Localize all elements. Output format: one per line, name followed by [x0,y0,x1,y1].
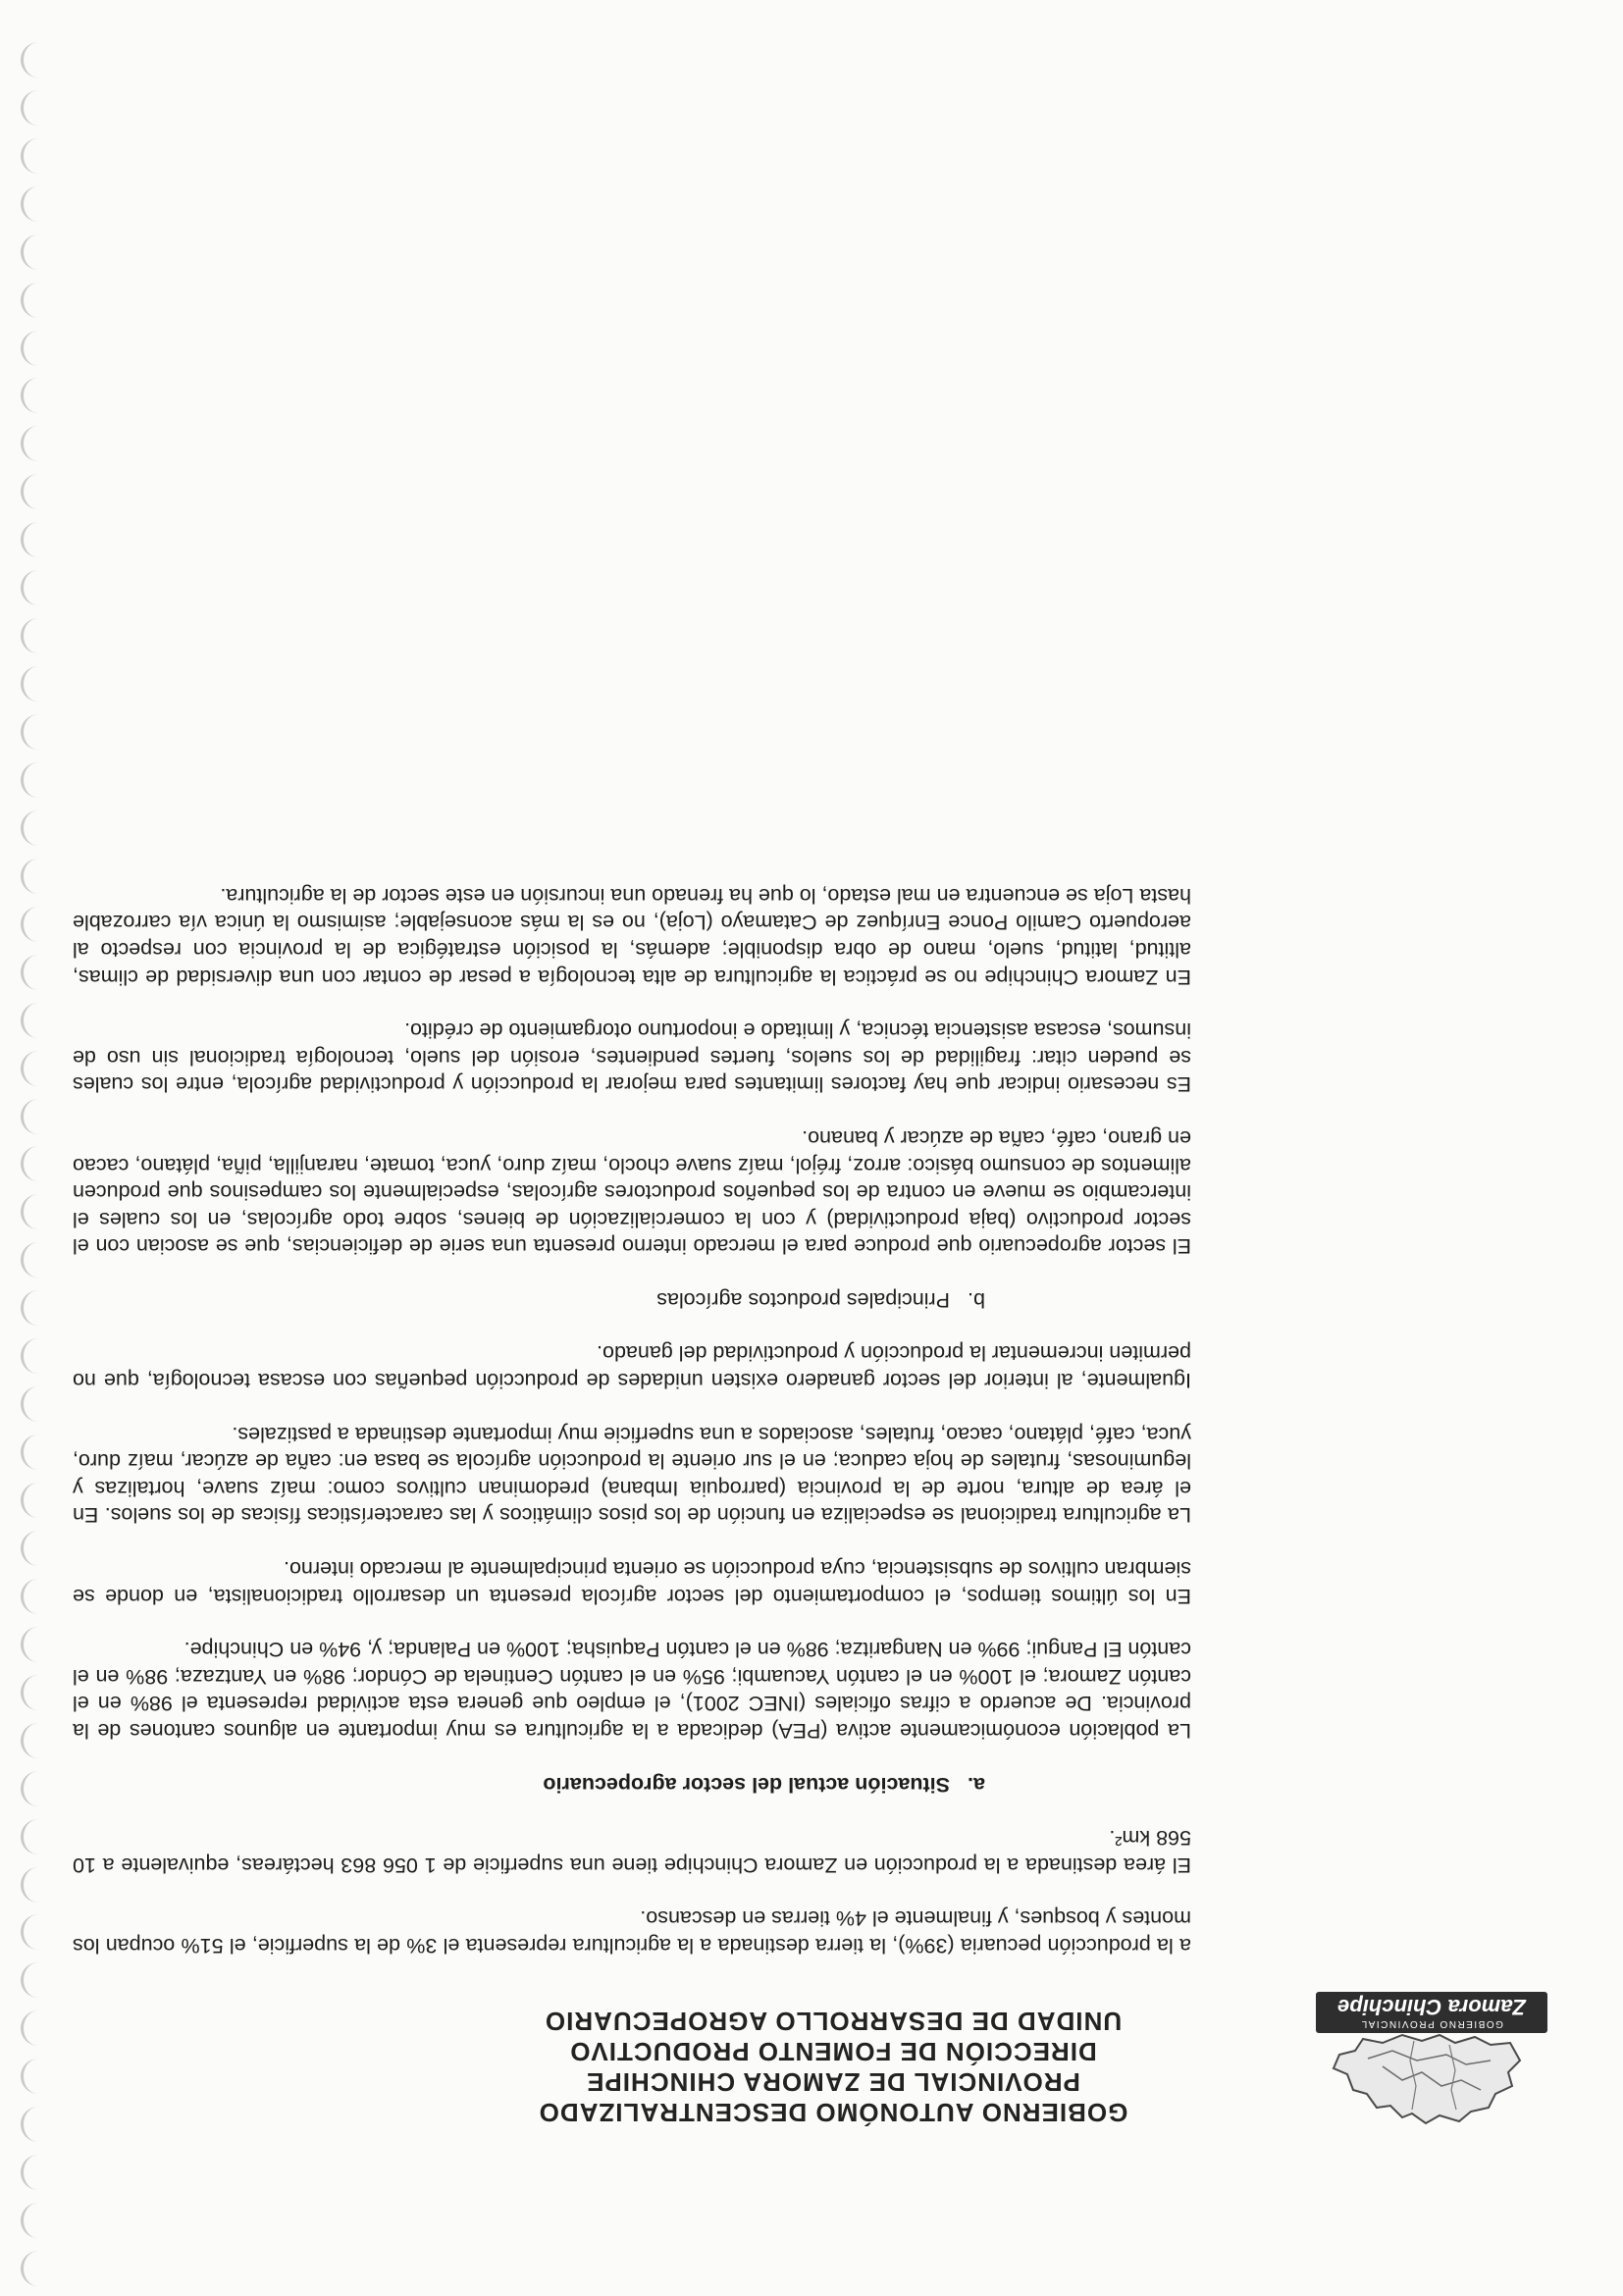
binder-hole [21,138,45,174]
binder-hole [21,907,45,942]
binder-hole [21,522,45,557]
letterhead-line: GOBIERNO AUTONÓMO DESCENTRALIZADO [538,2098,1128,2127]
body-paragraph: El sector agropecuario que produce para el mercado interno presenta una serie de deficiencias, que se asocian con el sector productivo (baja productividad) y con la comercialización de bienes, sobre todo agrícolas, en los cuales el intercambio se mueve en contra de los pequeños productores agrícolas, especialmente los campesinos que producen alimentos de consumo básico: arroz, fréjol, maíz suave choclo, maíz duro, yuca, tomate, naranjilla, piña, plátano, cacao en grano, café, caña de azúcar y banano. [73,1125,1191,1259]
binder-hole [21,714,45,750]
letterhead-line: UNIDAD DE DESARROLLO AGROPECUARIO [544,2007,1123,2036]
binder-hole [21,2251,45,2286]
section-b-heading [73,1285,1191,1313]
body-paragraph: a la producción pecuaria (39%), la tierra destinada a la agricultura representa el 3% de la superficie, el 51% ocupan los montes y bosques, y finalmente el 4% tierras en descanso. [73,1906,1191,1957]
binder-hole [21,1194,45,1229]
body-paragraph: Igualmente, al interior del sector ganadero existen unidades de producción pequeñas con escasa tecnología, que no permiten incrementar la producción y productividad del ganado. [73,1341,1191,1393]
binder-hole [21,1723,45,1758]
body-paragraph: En los últimos tiempos, el comportamiento del sector agrícola presenta un desarrollo tradicionalista, en donde se siembran cultivos de subsistencia, cuya producción se orienta principalmente al mercado interno. [73,1557,1191,1608]
logo-line-2: Zamora Chinchipe [1337,1995,1526,2019]
binder-hole [21,762,45,798]
section-a-title: Situación actual del sector agropecuario [543,1772,950,1797]
binder-hole [21,1051,45,1086]
binder-hole [21,426,45,461]
body-paragraph: La población económicamente activa (PEA) dedicada a la agricultura es muy importante en algunos cantones de la provincia. De acuerdo a cifras oficiales (INEC 2001), el empleo que genera esta actividad representa el 98% en el cantón Zamora; el 100% en el cantón Yacuambi; 95% en el cantón Centinela de Cóndor; 98% en Yantzaza; 98% en el cantón El Pangui; 99% en Nangaritza; 98% en el cantón Paquisha; 100% en Palanda; y, 94% en Chinchipe. [73,1638,1191,1744]
binder-hole [21,2010,45,2046]
binder-hole [21,1531,45,1566]
institution-name [392,2006,1275,2127]
binder-hole [21,1290,45,1326]
binder-hole [21,42,45,78]
binder-hole [21,1435,45,1470]
binder-hole [21,1099,45,1134]
binder-hole [21,283,45,318]
binder-hole [21,1242,45,1278]
binder-hole [21,1386,45,1422]
binder-hole [21,1579,45,1614]
section-a-heading [73,1770,1191,1798]
body-paragraph: Es necesario indicar que hay factores limitantes para mejorar la producción y productividad agrícola, entre los cuales se pueden citar: fragilidad de los suelos, fuertes pendientes, erosión del suelo, tecnología tradicional sin uso de insumos, escasa asistencia técnica, y limitado e inoportuno otorgamiento de crédito. [73,1018,1191,1097]
binder-hole [21,618,45,653]
binder-hole [21,666,45,702]
binder-hole [21,1146,45,1181]
binder-hole [21,235,45,270]
binder-hole [21,1914,45,1950]
letterhead-line: DIRECCIÓN DE FOMENTO PRODUCTIVO [569,2037,1097,2066]
binder-hole [21,859,45,894]
logo-line-1: GOBIERNO PROVINCIAL [1360,2018,1503,2029]
section-b-marker: b. [968,1287,985,1312]
binder-hole [21,1675,45,1710]
binder-hole [21,186,45,222]
binder-hole [21,378,45,413]
letterhead [244,1982,1549,2129]
binder-hole [21,2155,45,2190]
binder-hole [21,810,45,846]
binder-hole [21,1867,45,1903]
binder-hole [21,1338,45,1374]
body-paragraph: El área destinada a la producción en Zamora Chinchipe tiene una superficie de 1 056 863 hectáreas, equivalente a 10 568 km². [73,1826,1191,1877]
binder-hole [21,2203,45,2238]
binder-holes [18,10,45,2286]
binder-hole [21,1483,45,1518]
section-a-marker: a. [968,1772,985,1797]
body-paragraph: En Zamora Chinchipe no se práctica la agricultura de alta tecnología a pesar de contar con una diversidad de climas, altitud, latitud, suelo, mano de obra disponible; además, la posición estratégica de la provincia con respecto al aeropuerto Camilo Ponce Enríquez de Catamayo (Loja), no es la más aconsejable; asimismo la única vía carrozable hasta Loja se encuentra en mal estado, lo que ha frenado una incursión en este sector de la agricultura. [73,883,1191,989]
provincial-logo [1314,1982,1549,2129]
logo-band [1316,1992,1547,2033]
binder-hole [21,474,45,509]
letterhead-line: PROVINCIAL DE ZAMORA CHINCHIPE [586,2067,1080,2097]
binder-hole [21,331,45,366]
document-body [73,855,1191,1958]
body-paragraph: La agricultura tradicional se especializa en función de los pisos climáticos y las características físicas de los suelos. En el área de altura, norte de la provincia (parroquia Imbana) predominan cultivos como: maíz suave, hortalizas y leguminosas, frutales de hoja caduca; en el sur oriente la producción agrícola se basa en: caña de azúcar, maíz duro, yuca, café, plátano, cacao, frutales, asociados a una superficie muy importante destinada a pastizales. [73,1422,1191,1528]
province-map-icon [1314,2031,1549,2129]
binder-hole [21,90,45,126]
binder-hole [21,1771,45,1806]
binder-hole [21,2107,45,2142]
binder-hole [21,1819,45,1854]
section-b-title: Principales productos agrícolas [656,1287,950,1312]
binder-hole [21,1003,45,1038]
binder-hole [21,955,45,990]
binder-hole [21,570,45,605]
binder-hole [21,2059,45,2094]
binder-hole [21,1962,45,1998]
binder-hole [21,1627,45,1662]
